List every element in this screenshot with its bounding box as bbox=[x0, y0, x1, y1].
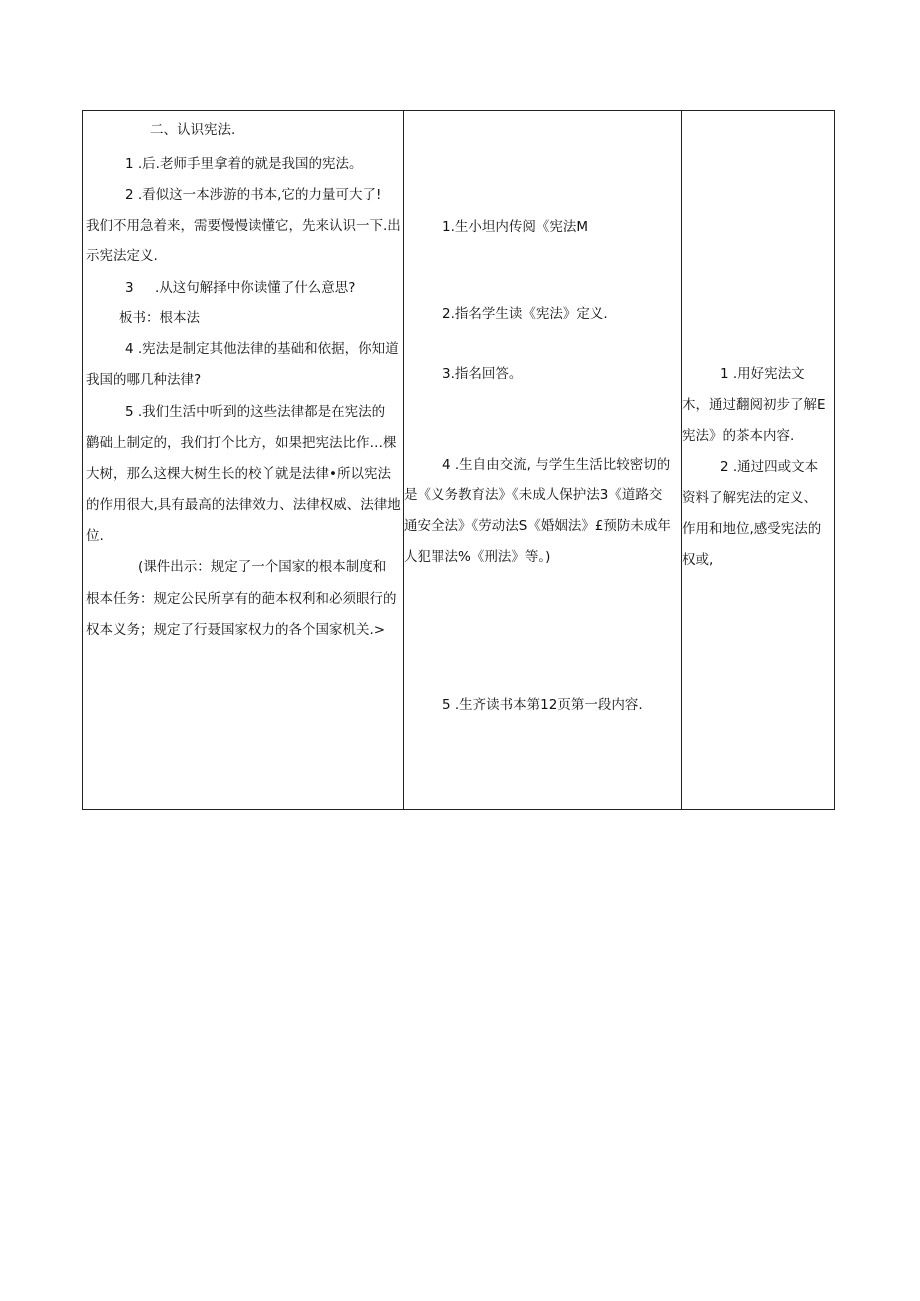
teacher-item-5-line-1: 5 .我们生活中听到的这些法律都是在宪法的 bbox=[125, 404, 386, 420]
board-note: 板书：根本法 bbox=[119, 310, 200, 326]
teacher-item-1: 1 .后.老师手里拿着的就是我国的宪法。 bbox=[125, 156, 363, 172]
student-step-4-line-2: 是《义务教育法》《未成人保护法3《道路交 bbox=[404, 487, 663, 503]
teacher-item-5-line-5: 位. bbox=[86, 528, 104, 544]
design-intent-2-line-1: 2 .通过四或文本 bbox=[720, 459, 819, 475]
teacher-item-5-line-2: 鹳础上制定的，我们打个比方，如果把宪法比作…棵 bbox=[86, 435, 397, 451]
student-step-4-line-4: 人犯罪法%《刑法》等。) bbox=[404, 549, 551, 565]
design-intent-1-line-1: 1 .用好宪法文 bbox=[720, 366, 805, 382]
courseware-note-line-3: 权本义务；规定了行聂国家权力的各个国家机关.> bbox=[86, 622, 386, 638]
teacher-item-2-line-3: 示宪法定义. bbox=[86, 248, 158, 264]
student-step-4-line-1: 4 .生自由交流, 与学生生活比较密切的 bbox=[442, 457, 671, 473]
teacher-item-5-line-4: 的作用很大,具有最高的法律效力、法律权威、法律地 bbox=[86, 497, 401, 513]
lesson-table bbox=[82, 110, 835, 810]
teacher-activity-column bbox=[83, 111, 404, 809]
section-heading: 二、认识宪法. bbox=[150, 122, 236, 138]
teacher-item-2-line-1: 2 .看似这一本涉游的书本,它的力量可大了! bbox=[125, 187, 382, 203]
teacher-item-2-line-2: 我们不用急着来，需要慢慢读懂它，先来认识一下.出 bbox=[86, 218, 401, 234]
teacher-item-4-line-2: 我国的哪几种法律? bbox=[86, 372, 202, 388]
design-intent-2-line-4: 权或, bbox=[682, 552, 714, 568]
student-step-5: 5 .生齐读书本第12页第一段内容. bbox=[442, 697, 643, 713]
teacher-item-5-line-3: 大树，那么这棵大树生长的校丫就是法律•所以宪法 bbox=[86, 466, 391, 482]
student-step-2: 2.指名学生读《宪法》定义. bbox=[442, 306, 608, 322]
teacher-item-4-line-1: 4 .宪法是制定其他法律的基础和依据，你知道 bbox=[125, 341, 399, 357]
design-intent-2-line-2: 资料了解宪法的定义、 bbox=[682, 490, 817, 506]
student-step-4-line-3: 通安全法》《劳动法S《婚姻法》£预防未成年 bbox=[404, 518, 671, 534]
student-step-1: 1.生小坦内传阅《宪法M bbox=[442, 219, 589, 235]
teacher-item-3-number: 3 bbox=[125, 280, 134, 296]
design-intent-1-line-2: 木，通过翻阅初步了解E bbox=[682, 397, 826, 413]
courseware-note-line-2: 根本任务：规定公民所享有的葩本权利和必须眼行的 bbox=[86, 591, 397, 607]
student-step-3: 3.指名回答。 bbox=[442, 366, 523, 382]
design-intent-2-line-3: 作用和地位,感受宪法的 bbox=[682, 521, 822, 537]
courseware-note-line-1: (课件出示：规定了一个国家的根本制度和 bbox=[138, 559, 387, 575]
student-activity-column bbox=[404, 111, 682, 809]
teacher-item-3: .从这句解择中你读懂了什么意思? bbox=[155, 280, 356, 296]
design-intent-column bbox=[682, 111, 836, 809]
design-intent-1-line-3: 宪法》的茶本内容. bbox=[682, 428, 795, 444]
